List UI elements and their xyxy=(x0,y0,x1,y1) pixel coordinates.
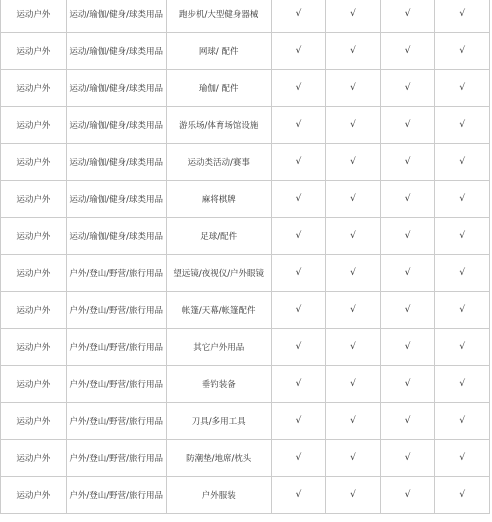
check-cell: √ xyxy=(271,107,326,144)
table-row xyxy=(1,218,490,255)
category-cell: 运动户外 xyxy=(1,144,67,181)
check-cell: √ xyxy=(435,70,490,107)
check-cell: √ xyxy=(435,292,490,329)
table-row xyxy=(1,107,490,144)
category-cell: 运动户外 xyxy=(1,70,67,107)
subcategory-cell: 运动/瑜伽/健身/球类用品 xyxy=(66,0,166,33)
category-cell: 运动户外 xyxy=(1,366,67,403)
subcategory-cell: 运动/瑜伽/健身/球类用品 xyxy=(66,144,166,181)
check-cell: √ xyxy=(271,292,326,329)
category-cell: 运动户外 xyxy=(1,403,67,440)
check-cell: √ xyxy=(435,366,490,403)
table-row xyxy=(1,0,490,33)
check-cell: √ xyxy=(271,218,326,255)
check-cell: √ xyxy=(435,107,490,144)
check-cell: √ xyxy=(380,329,435,366)
check-cell: √ xyxy=(435,181,490,218)
check-cell: √ xyxy=(326,440,381,477)
table-row xyxy=(1,403,490,440)
check-cell: √ xyxy=(271,144,326,181)
subcategory-cell: 运动/瑜伽/健身/球类用品 xyxy=(66,33,166,70)
check-cell: √ xyxy=(271,477,326,514)
check-cell: √ xyxy=(380,107,435,144)
category-cell: 运动户外 xyxy=(1,33,67,70)
subcategory-cell: 运动/瑜伽/健身/球类用品 xyxy=(66,218,166,255)
check-cell: √ xyxy=(435,329,490,366)
table-row xyxy=(1,292,490,329)
check-cell: √ xyxy=(380,144,435,181)
check-cell: √ xyxy=(326,292,381,329)
subcategory-cell: 户外/登山/野营/旅行用品 xyxy=(66,366,166,403)
check-cell: √ xyxy=(271,0,326,33)
check-cell: √ xyxy=(380,0,435,33)
category-cell: 运动户外 xyxy=(1,292,67,329)
item-cell: 刀具/多用工具 xyxy=(166,403,271,440)
check-cell: √ xyxy=(326,255,381,292)
subcategory-cell: 户外/登山/野营/旅行用品 xyxy=(66,329,166,366)
check-cell: √ xyxy=(380,70,435,107)
category-cell: 运动户外 xyxy=(1,255,67,292)
check-cell: √ xyxy=(326,218,381,255)
check-cell: √ xyxy=(326,107,381,144)
table-row xyxy=(1,329,490,366)
item-cell: 运动类活动/赛事 xyxy=(166,144,271,181)
check-cell: √ xyxy=(271,329,326,366)
subcategory-cell: 运动/瑜伽/健身/球类用品 xyxy=(66,181,166,218)
check-cell: √ xyxy=(380,218,435,255)
table-row xyxy=(1,255,490,292)
subcategory-cell: 户外/登山/野营/旅行用品 xyxy=(66,440,166,477)
item-cell: 防潮垫/地席/枕头 xyxy=(166,440,271,477)
table-row xyxy=(1,144,490,181)
item-cell: 麻将棋牌 xyxy=(166,181,271,218)
item-cell: 网球/ 配件 xyxy=(166,33,271,70)
subcategory-cell: 户外/登山/野营/旅行用品 xyxy=(66,403,166,440)
table-row xyxy=(1,70,490,107)
check-cell: √ xyxy=(326,329,381,366)
category-cell: 运动户外 xyxy=(1,440,67,477)
item-cell: 足球/配件 xyxy=(166,218,271,255)
check-cell: √ xyxy=(380,292,435,329)
subcategory-cell: 户外/登山/野营/旅行用品 xyxy=(66,477,166,514)
check-cell: √ xyxy=(271,181,326,218)
table-row xyxy=(1,33,490,70)
check-cell: √ xyxy=(435,218,490,255)
check-cell: √ xyxy=(435,255,490,292)
check-cell: √ xyxy=(380,255,435,292)
subcategory-cell: 运动/瑜伽/健身/球类用品 xyxy=(66,107,166,144)
subcategory-cell: 户外/登山/野营/旅行用品 xyxy=(66,255,166,292)
subcategory-cell: 户外/登山/野营/旅行用品 xyxy=(66,292,166,329)
subcategory-cell: 运动/瑜伽/健身/球类用品 xyxy=(66,70,166,107)
category-cell: 运动户外 xyxy=(1,218,67,255)
category-cell: 运动户外 xyxy=(1,107,67,144)
table-row xyxy=(1,181,490,218)
item-cell: 垂钓装备 xyxy=(166,366,271,403)
table-row xyxy=(1,440,490,477)
item-cell: 游乐场/体育场馆设施 xyxy=(166,107,271,144)
category-cell: 运动户外 xyxy=(1,0,67,33)
category-cell: 运动户外 xyxy=(1,477,67,514)
check-cell: √ xyxy=(271,366,326,403)
table-row xyxy=(1,477,490,514)
check-cell: √ xyxy=(380,366,435,403)
item-cell: 帐篷/天幕/帐篷配件 xyxy=(166,292,271,329)
check-cell: √ xyxy=(326,403,381,440)
check-cell: √ xyxy=(271,33,326,70)
item-cell: 跑步机/大型健身器械 xyxy=(166,0,271,33)
item-cell: 其它户外用品 xyxy=(166,329,271,366)
check-cell: √ xyxy=(271,70,326,107)
check-cell: √ xyxy=(380,477,435,514)
check-cell: √ xyxy=(435,477,490,514)
check-cell: √ xyxy=(326,70,381,107)
check-cell: √ xyxy=(435,403,490,440)
check-cell: √ xyxy=(380,440,435,477)
item-cell: 望远镜/夜视仪/户外眼镜 xyxy=(166,255,271,292)
check-cell: √ xyxy=(326,144,381,181)
check-cell: √ xyxy=(271,440,326,477)
check-cell: √ xyxy=(380,181,435,218)
check-cell: √ xyxy=(435,0,490,33)
table-row xyxy=(1,366,490,403)
check-cell: √ xyxy=(326,33,381,70)
check-cell: √ xyxy=(326,366,381,403)
check-cell: √ xyxy=(326,477,381,514)
check-cell: √ xyxy=(435,33,490,70)
check-cell: √ xyxy=(326,0,381,33)
check-cell: √ xyxy=(271,403,326,440)
item-cell: 户外服装 xyxy=(166,477,271,514)
check-cell: √ xyxy=(435,440,490,477)
category-cell: 运动户外 xyxy=(1,181,67,218)
check-cell: √ xyxy=(435,144,490,181)
check-cell: √ xyxy=(380,403,435,440)
check-cell: √ xyxy=(271,255,326,292)
item-cell: 瑜伽/ 配件 xyxy=(166,70,271,107)
table-body xyxy=(1,0,490,514)
check-cell: √ xyxy=(326,181,381,218)
check-cell: √ xyxy=(380,33,435,70)
category-cell: 运动户外 xyxy=(1,329,67,366)
